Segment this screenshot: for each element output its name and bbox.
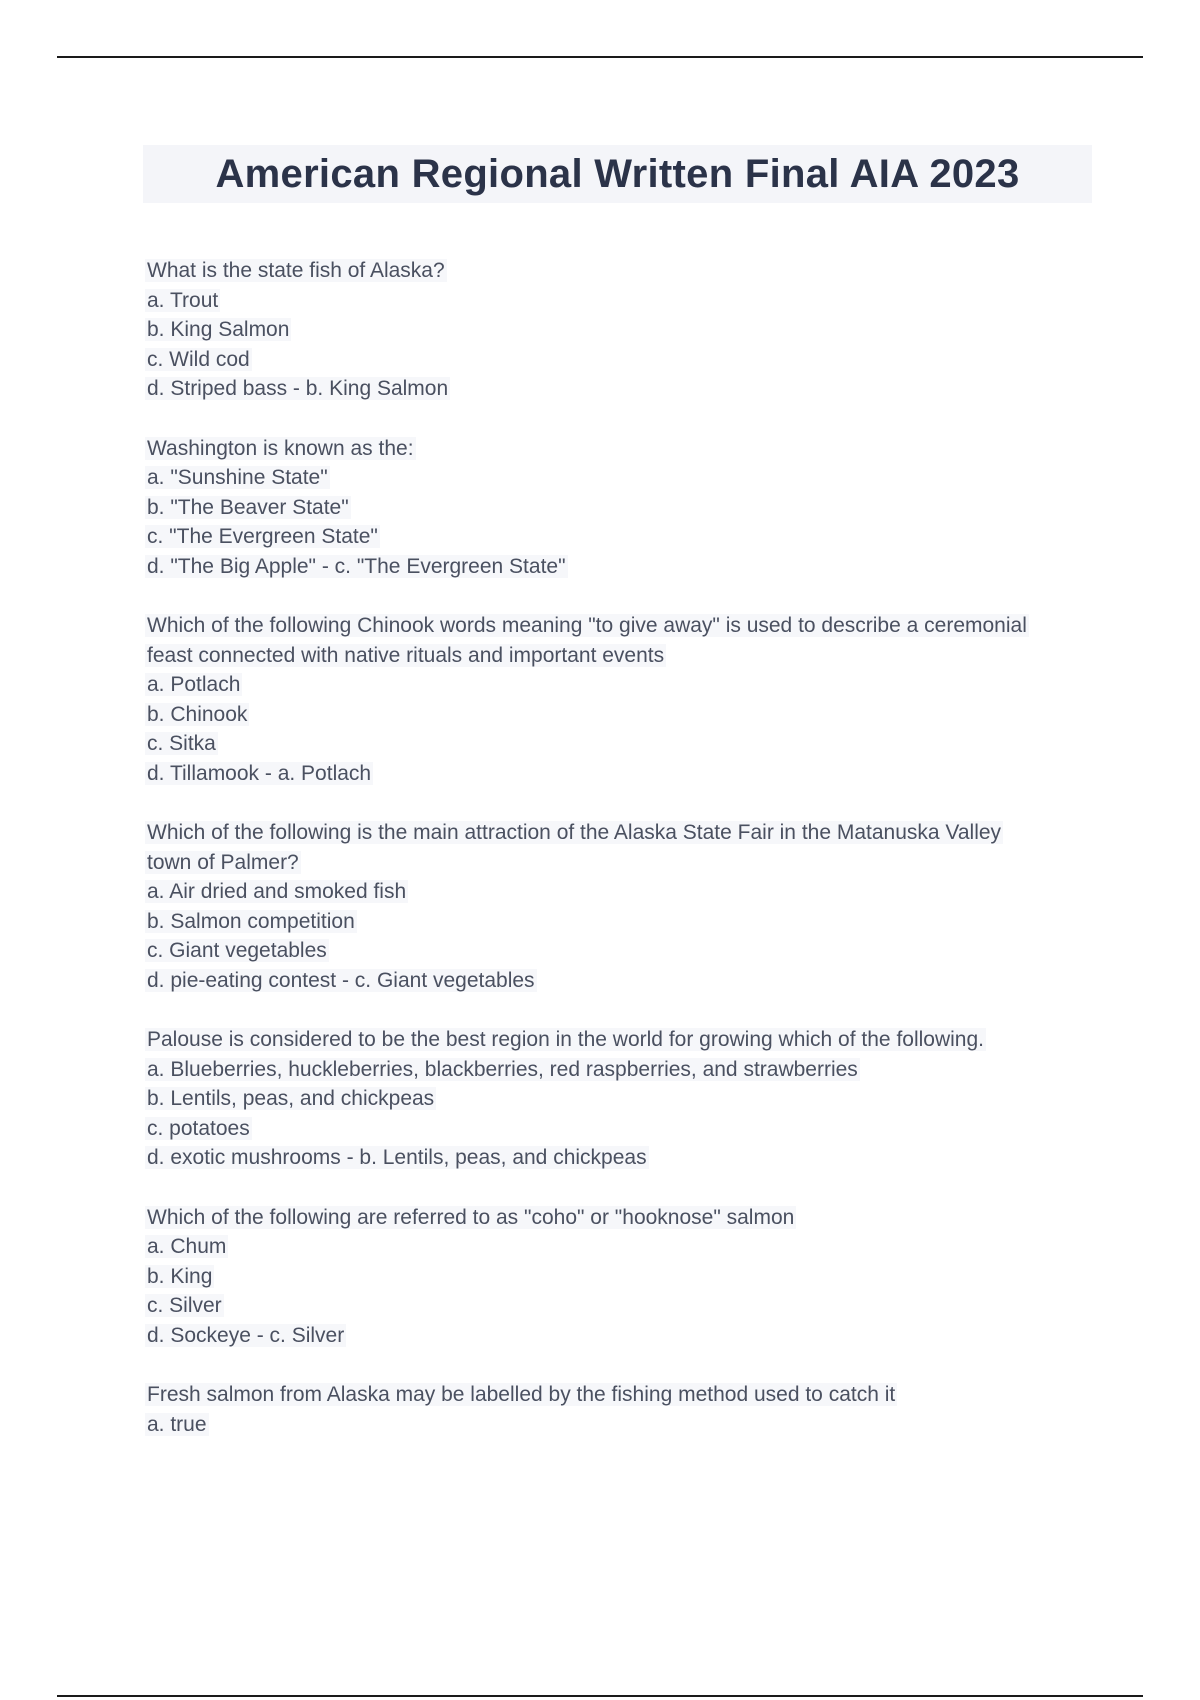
- question-block: [145, 256, 1095, 404]
- answer-option-with-key: d. "The Big Apple" - c. "The Evergreen State": [147, 554, 566, 578]
- question-block: [145, 818, 1095, 995]
- question-block: [145, 1025, 1095, 1173]
- question-text: Which of the following is the main attraction of the Alaska State Fair in the Matanuska Valley: [147, 821, 1002, 844]
- answer-option: b. Lentils, peas, and chickpeas: [147, 1087, 435, 1110]
- answer-option: a. Blueberries, huckleberries, blackberries, red raspberries, and strawberries: [147, 1057, 858, 1081]
- question-text: Which of the following are referred to as "coho" or "hooknose" salmon: [147, 1205, 795, 1229]
- answer-option-with-key: d. exotic mushrooms - b. Lentils, peas, and chickpeas: [147, 1146, 647, 1169]
- answer-option-with-key: d. Tillamook - a. Potlach: [147, 761, 372, 785]
- answer-option: c. potatoes: [147, 1116, 250, 1140]
- answer-option: a. true: [147, 1412, 207, 1436]
- answer-option: c. Giant vegetables: [147, 939, 327, 962]
- answer-option: b. King Salmon: [147, 318, 290, 341]
- answer-option: c. Silver: [147, 1294, 222, 1317]
- answer-option-with-key: d. pie-eating contest - c. Giant vegetables: [147, 968, 535, 992]
- answer-option: c. "The Evergreen State": [147, 525, 378, 548]
- answer-option: b. "The Beaver State": [147, 495, 349, 519]
- question-text: Fresh salmon from Alaska may be labelled by the fishing method used to catch it: [147, 1383, 896, 1406]
- question-block: [145, 611, 1095, 788]
- title-band: [143, 145, 1092, 203]
- answer-option: a. Potlach: [147, 673, 241, 696]
- question-text: feast connected with native rituals and important events: [147, 643, 665, 667]
- question-text: Washington is known as the:: [147, 436, 414, 460]
- question-block: [145, 1203, 1095, 1351]
- question-text: Palouse is considered to be the best region in the world for growing which of the following.: [147, 1028, 984, 1051]
- question-block: [145, 1380, 1095, 1439]
- answer-option: a. Air dried and smoked fish: [147, 880, 407, 903]
- answer-option: b. Chinook: [147, 702, 248, 726]
- bottom-rule: [57, 1695, 1143, 1697]
- question-block: [145, 434, 1095, 582]
- answer-option: b. Salmon competition: [147, 909, 355, 933]
- document-title: American Regional Written Final AIA 2023: [215, 151, 1020, 196]
- answer-option: c. Sitka: [147, 732, 216, 755]
- top-rule: [57, 56, 1143, 58]
- answer-option: b. King: [147, 1264, 213, 1288]
- answer-option: a. "Sunshine State": [147, 466, 328, 489]
- question-text: What is the state fish of Alaska?: [147, 259, 445, 282]
- answer-option-with-key: d. Sockeye - c. Silver: [147, 1323, 345, 1347]
- answer-option: a. Chum: [147, 1235, 227, 1258]
- answer-option-with-key: d. Striped bass - b. King Salmon: [147, 377, 449, 400]
- answer-option: a. Trout: [147, 288, 219, 312]
- question-list: [145, 256, 1095, 1469]
- question-text: Which of the following Chinook words meaning "to give away" is used to describe a ceremonial: [147, 614, 1027, 637]
- answer-option: c. Wild cod: [147, 347, 250, 371]
- question-text: town of Palmer?: [147, 850, 299, 874]
